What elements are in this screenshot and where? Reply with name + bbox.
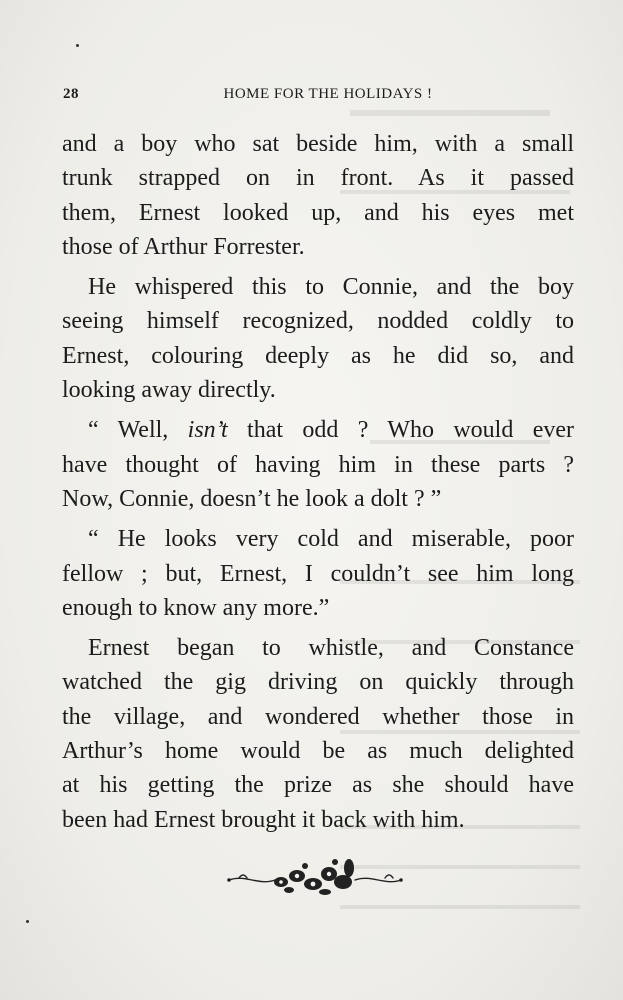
page-header	[63, 86, 573, 108]
text-line: seeing himself recognized, nodded coldly to	[62, 308, 574, 335]
body-text	[62, 127, 574, 837]
paragraph	[62, 413, 574, 516]
paragraph	[62, 127, 574, 264]
text-line: Ernest began to whistle, and Constance	[88, 635, 574, 662]
text-line: and a boy who sat beside him, with a small	[62, 131, 574, 157]
text-line: at his getting the prize as she should have	[62, 772, 574, 799]
text-run: that odd ? Who would ever	[227, 417, 575, 444]
text-run: “ Well,	[88, 417, 188, 444]
print-speck	[26, 920, 29, 923]
text-line	[62, 413, 574, 447]
text-line: Ernest, colouring deeply as he did so, and	[62, 342, 574, 369]
text-line: them, Ernest looked up, and his eyes met	[62, 199, 574, 226]
text-line: have thought of having him in these parts ?	[62, 451, 574, 478]
running-head: HOME FOR THE HOLIDAYS !	[223, 86, 433, 102]
emphasis-text: isn’t	[187, 417, 228, 444]
text-line: “ He looks very cold and miserable, poor	[88, 526, 574, 553]
print-speck	[76, 44, 79, 47]
page-number: 28	[63, 86, 79, 102]
text-line: those of Arthur Forrester.	[62, 233, 305, 260]
text-line: trunk strapped on in front. As it passed	[62, 165, 574, 192]
text-line: the village, and wondered whether those in	[62, 703, 574, 730]
text-line: been had Ernest brought it back with him.	[62, 806, 465, 833]
paragraph	[62, 270, 574, 407]
text-line: Now, Connie, doesn’t he look a dolt ? ”	[62, 485, 442, 512]
text-line: watched the gig driving on quickly through	[62, 669, 574, 696]
text-line: Arthur’s home would be as much delighted	[62, 738, 574, 765]
text-line: He whispered this to Connie, and the boy	[88, 274, 574, 301]
paragraph	[62, 631, 574, 837]
paragraph	[62, 522, 574, 625]
text-line: looking away directly.	[62, 377, 276, 404]
text-line: enough to know any more.”	[62, 594, 330, 621]
floral-vignette-ornament-icon	[225, 852, 405, 902]
text-line: fellow ; but, Ernest, I couldn’t see him long	[62, 560, 574, 587]
